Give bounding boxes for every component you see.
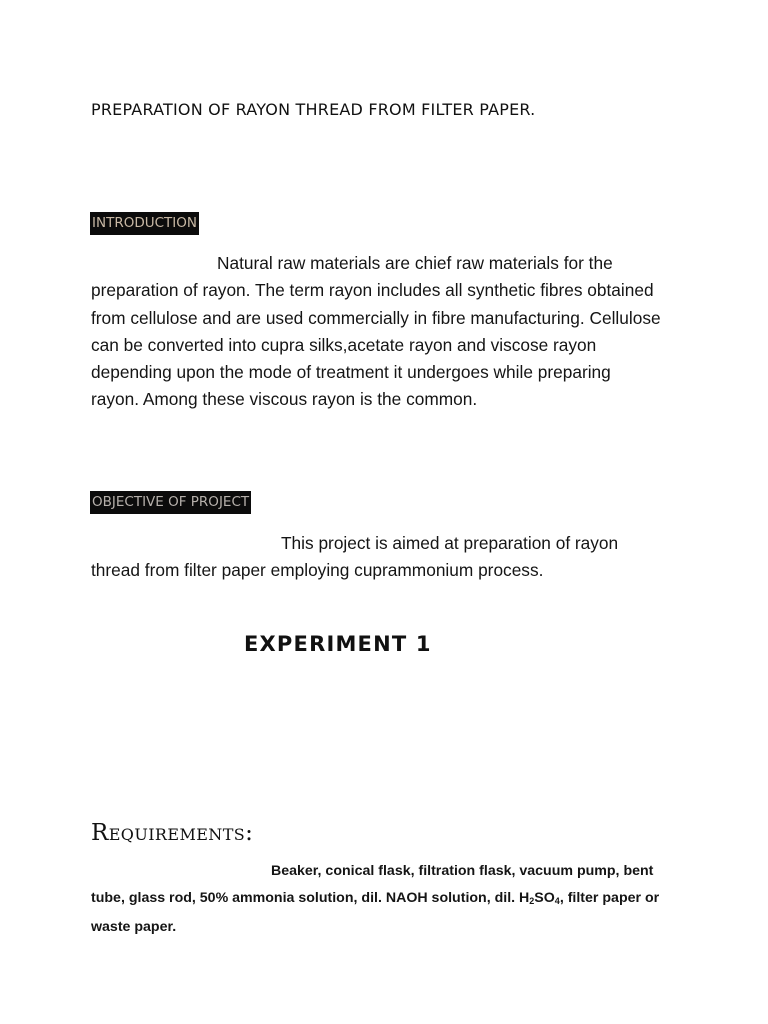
subscript-4: 4 [554,895,560,906]
introduction-text: Natural raw materials are chief raw materials for the preparation of rayon. The term rayon includes all synthetic fibres obtained from cellulose and are used commercially in fibre manufacturing. Cellulose can be converted into cupra silks,acetate rayon and viscose rayon depending upon the mode of treatment it undergoes while preparing rayon. Among these viscous rayon is the common. [91,253,661,410]
experiment-heading: EXPERIMENT 1 [244,632,432,656]
objective-text: This project is aimed at preparation of rayon thread from filter paper employing cuprammonium process. [91,533,619,581]
introduction-paragraph [91,250,661,414]
objective-paragraph [91,530,661,585]
objective-heading: OBJECTIVE OF PROJECT [90,491,251,514]
requirements-text-before: Beaker, conical flask, filtration flask, vacuum pump, bent tube, glass rod, 50% ammonia solution, dil. NAOH solution, dil. H [91,863,654,906]
requirements-text-after: , filter paper or waste paper. [91,889,660,935]
requirements-paragraph [91,858,681,941]
document-title: PREPARATION OF RAYON THREAD FROM FILTER PAPER. [91,100,536,119]
requirements-text-mid: SO [534,889,555,906]
introduction-heading: INTRODUCTION [90,212,199,235]
requirements-heading: Requirements: [91,820,254,846]
subscript-2: 2 [529,895,535,906]
